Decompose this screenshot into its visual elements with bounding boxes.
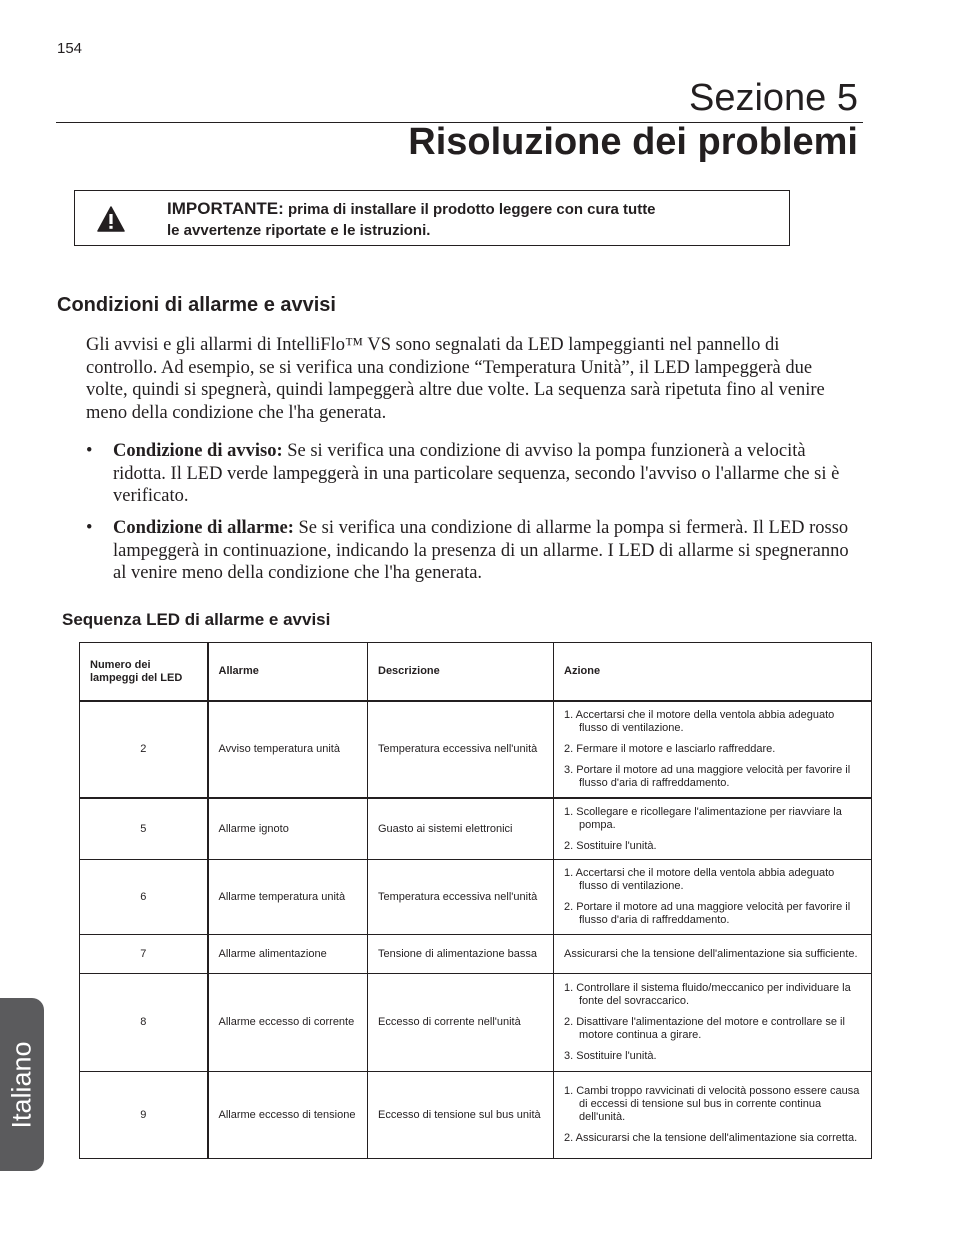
bullet-marker: •	[86, 441, 93, 461]
action-step: 2. Sostituire l'unità.	[564, 839, 657, 852]
action-step: 1. Scollegare e ricollegare l'alimentazione per riavviare la pompa.	[564, 805, 842, 831]
action-step: 3. Portare il motore ad una maggiore velocità per favorire il flusso d'aria di raffreddamento.	[564, 764, 851, 789]
header-description: Descrizione	[368, 643, 554, 702]
cell-flashes: 7	[80, 935, 208, 974]
cell-action	[554, 860, 872, 935]
warning-triangle-icon	[97, 206, 125, 232]
cell-action	[554, 1072, 872, 1159]
header-action: Azione	[554, 643, 872, 702]
header-flashes: Numero dei lampeggi del LED	[80, 643, 208, 702]
cell-alarm: Avviso temperatura unità	[208, 701, 368, 798]
bullet-marker: •	[86, 518, 93, 538]
table-row	[80, 860, 872, 935]
cell-alarm: Allarme alimentazione	[208, 935, 368, 974]
important-text	[167, 198, 767, 241]
important-notice	[74, 190, 790, 246]
cell-alarm: Allarme ignoto	[208, 798, 368, 860]
cell-description: Guasto ai sistemi elettronici	[368, 798, 554, 860]
important-line1: prima di installare il prodotto leggere con cura tutte	[287, 201, 656, 218]
header-alarm: Allarme	[208, 643, 368, 702]
language-tab-label: Italiano	[6, 1040, 37, 1129]
cell-description: Temperatura eccessiva nell'unità	[368, 860, 554, 935]
led-sequence-table	[79, 642, 872, 1159]
language-tab	[0, 998, 44, 1171]
cell-description: Eccesso di tensione sul bus unità	[368, 1072, 554, 1159]
cell-flashes: 9	[80, 1072, 208, 1159]
bullet-text: Se si verifica una condizione di allarme la pompa si fermerà. Il LED rosso lampeggerà in continuazione, indicando la presenza di un allarme. I LED di allarme si spegneranno al venire meno della condizione che l'ha generata.	[113, 518, 849, 583]
cell-action	[554, 701, 872, 798]
action-step: 2. Disattivare l'alimentazione del motore e controllare se il motore continua a girare.	[564, 1016, 845, 1041]
cell-alarm: Allarme temperatura unità	[208, 860, 368, 935]
page-title: Risoluzione dei problemi	[408, 121, 858, 163]
table-row	[80, 701, 872, 798]
table-row	[80, 974, 872, 1072]
cell-flashes: 8	[80, 974, 208, 1072]
bullet-text: Se si verifica una condizione di avviso la pompa funzionerà a velocità ridotta. Il LED verde lampeggerà in una particolare sequenza, secondo l'avviso o l'allarme che si è verificato.	[113, 441, 840, 506]
cell-flashes: 6	[80, 860, 208, 935]
action-step: 2. Portare il motore ad una maggiore velocità per favorire il flusso d'aria di raffreddamento.	[564, 901, 851, 926]
cell-description: Temperatura eccessiva nell'unità	[368, 701, 554, 798]
cell-action: Assicurarsi che la tensione dell'alimentazione sia sufficiente.	[554, 935, 872, 974]
bullet-warning-condition	[86, 440, 856, 508]
cell-flashes: 5	[80, 798, 208, 860]
section-label: Sezione 5	[688, 77, 858, 119]
table-header-row	[80, 643, 872, 702]
table-row	[80, 1072, 872, 1159]
bullet-label: Condizione di allarme:	[113, 518, 294, 538]
page-number: 154	[57, 40, 83, 57]
action-step: 2. Assicurarsi che la tensione dell'alimentazione sia corretta.	[564, 1132, 858, 1144]
intro-paragraph: Gli avvisi e gli allarmi di IntelliFlo™ VS sono segnalati da LED lampeggianti nel pannello di controllo. Ad esempio, se si verifica una condizione “Temperatura Unità”, il LED lampeggerà due volte, quindi si spegnerà, quindi lampeggerà altre due volte. La sequenza sarà ripetuta fino al venire meno della condizione che l'ha generata.	[86, 335, 825, 423]
table-row	[80, 935, 872, 974]
cell-flashes: 2	[80, 701, 208, 798]
action-step: 3. Sostituire l'unità.	[564, 1050, 657, 1062]
bullet-alarm-condition	[86, 517, 856, 585]
cell-action	[554, 798, 872, 860]
section-heading: Condizioni di allarme e avvisi	[57, 294, 336, 316]
action-step: 2. Fermare il motore e lasciarlo raffreddare.	[564, 743, 776, 755]
cell-action	[554, 974, 872, 1072]
cell-description: Tensione di alimentazione bassa	[368, 935, 554, 974]
bullet-label: Condizione di avviso:	[113, 441, 283, 461]
cell-alarm: Allarme eccesso di tensione	[208, 1072, 368, 1159]
action-step: 1. Controllare il sistema fluido/meccanico per individuare la fonte del sovraccarico.	[564, 982, 851, 1007]
cell-alarm: Allarme eccesso di corrente	[208, 974, 368, 1072]
action-step: 1. Accertarsi che il motore della ventola abbia adeguato flusso di ventilazione.	[564, 709, 835, 734]
table-row	[80, 798, 872, 860]
important-line2: le avvertenze riportate e le istruzioni.	[167, 222, 431, 239]
action-step: 1. Accertarsi che il motore della ventola abbia adeguato flusso di ventilazione.	[564, 867, 835, 892]
important-label: IMPORTANTE:	[167, 199, 284, 218]
action-step: 1. Cambi troppo ravvicinati di velocità possono essere causa di eccessi di tensione sul bus in corrente continua dell'unità.	[564, 1085, 860, 1123]
cell-description: Eccesso di corrente nell'unità	[368, 974, 554, 1072]
table-title: Sequenza LED di allarme e avvisi	[62, 610, 331, 629]
